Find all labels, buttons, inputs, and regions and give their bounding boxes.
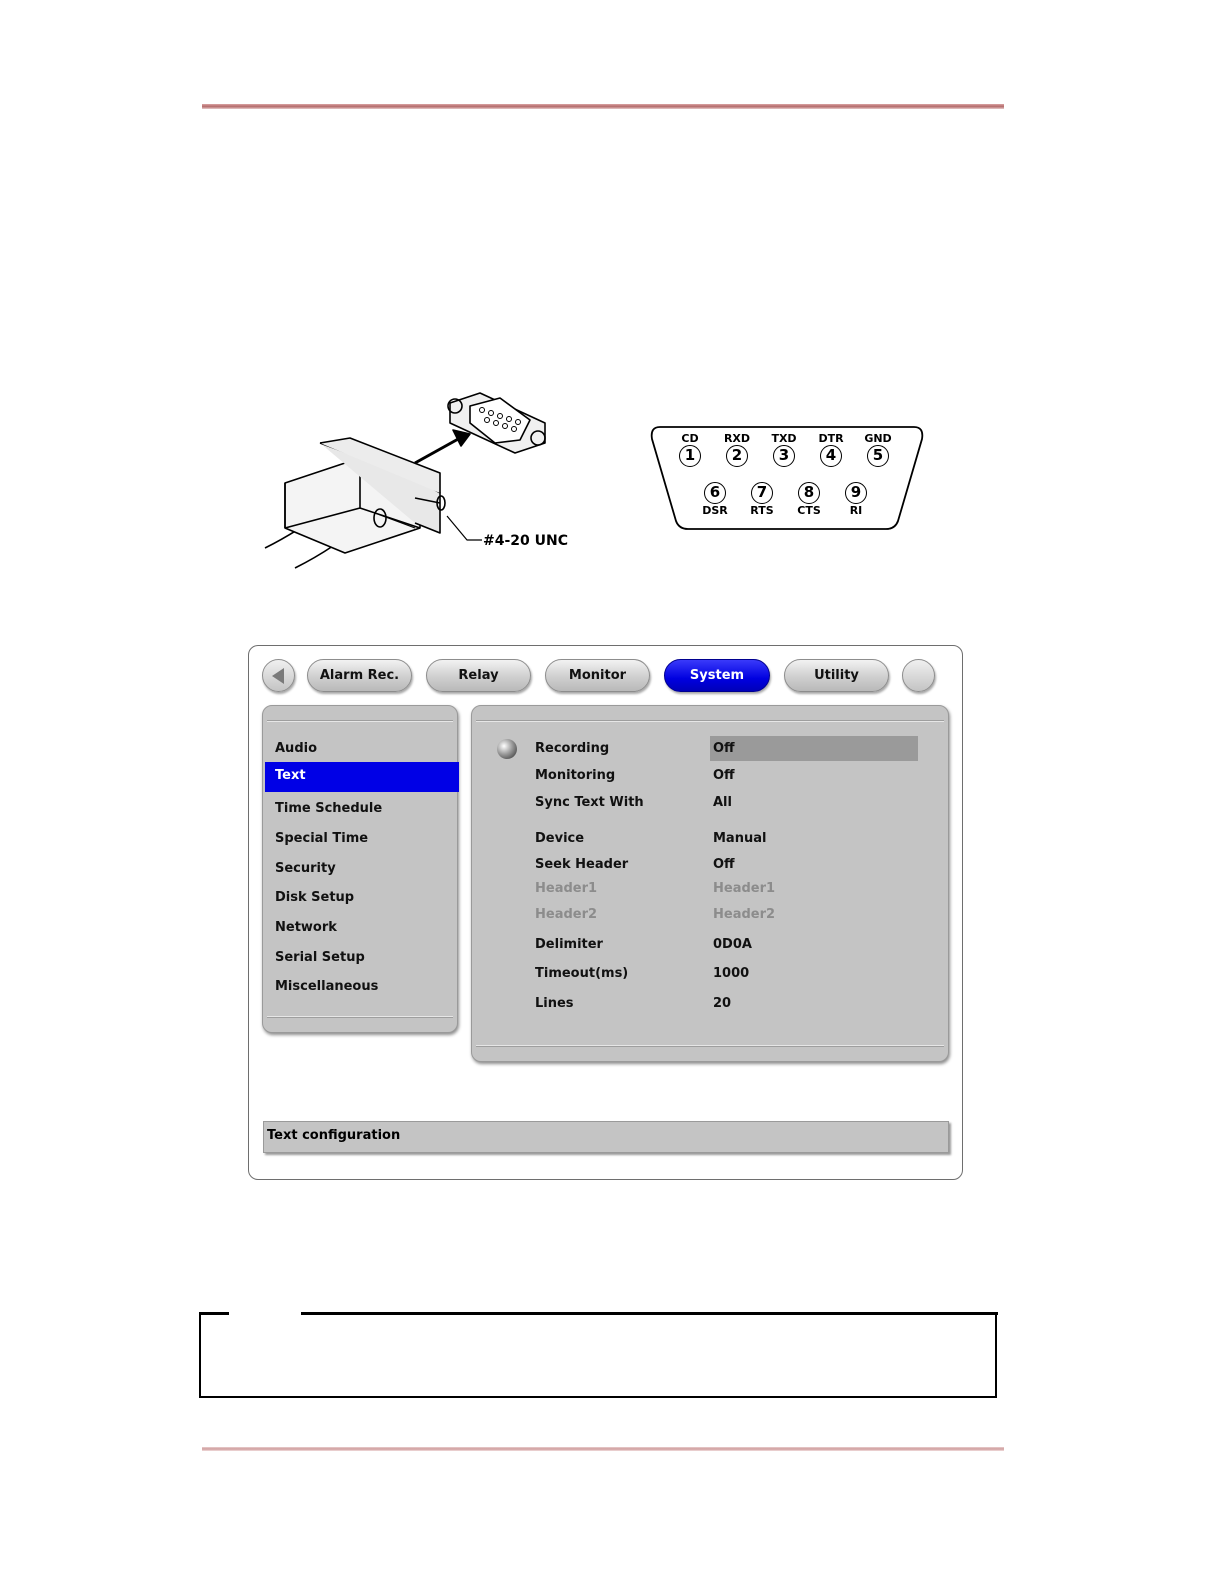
setting-value-sync-text-with[interactable]: All [713, 795, 732, 810]
setting-value-device[interactable]: Manual [713, 831, 767, 846]
panel-divider [267, 720, 453, 722]
setting-value-monitoring[interactable]: Off [713, 768, 735, 783]
menu-item-serial-setup[interactable]: Serial Setup [275, 950, 365, 965]
pin-number: 2 [726, 445, 748, 467]
footer-rule [202, 1447, 1004, 1451]
menu-item-audio[interactable]: Audio [275, 741, 318, 756]
tab-scroll-left-button[interactable] [262, 659, 295, 692]
pin-6 [698, 482, 732, 517]
setting-value-header2: Header2 [713, 907, 776, 922]
setting-value-recording[interactable]: Off [713, 741, 735, 756]
pin-number: 6 [704, 482, 726, 504]
tab-scroll-right-button[interactable] [902, 659, 935, 692]
pin-3 [767, 432, 801, 467]
status-bar [263, 1121, 949, 1153]
pin-8 [792, 482, 826, 517]
pin-number: 1 [679, 445, 701, 467]
setting-value-lines[interactable]: 20 [713, 996, 732, 1011]
pin-number: 9 [845, 482, 867, 504]
menu-item-time-schedule[interactable]: Time Schedule [275, 801, 383, 816]
setting-label-header1: Header1 [535, 881, 598, 896]
setting-label-seek-header: Seek Header [535, 857, 629, 872]
menu-item-network[interactable]: Network [275, 920, 337, 935]
pin-signal: RXD [723, 432, 751, 445]
setting-label-header2: Header2 [535, 907, 598, 922]
left-arrow-icon [272, 668, 284, 684]
pin-signal: DTR [818, 432, 844, 445]
pin-4 [814, 432, 848, 467]
pin-7 [745, 482, 779, 517]
pin-number: 3 [773, 445, 795, 467]
text-settings-panel [471, 705, 949, 1062]
pin-9 [839, 482, 873, 517]
pin-number: 8 [798, 482, 820, 504]
pin-2 [720, 432, 754, 467]
setting-value-seek-header[interactable]: Off [713, 857, 735, 872]
tab-relay[interactable]: Relay [426, 659, 531, 692]
focused-value-highlight [710, 736, 918, 761]
setting-label-monitoring: Monitoring [535, 768, 616, 783]
screw-thread-label: #4-20 UNC [483, 533, 568, 549]
panel-divider [267, 1016, 453, 1018]
pin-number: 4 [820, 445, 842, 467]
setting-value-header1: Header1 [713, 881, 776, 896]
menu-item-text[interactable]: Text [275, 768, 306, 783]
db9-connector-illustration [255, 368, 575, 588]
menu-item-special-time[interactable]: Special Time [275, 831, 369, 846]
setting-value-delimiter[interactable]: 0D0A [713, 937, 752, 952]
menu-item-security[interactable]: Security [275, 861, 336, 876]
note-box-border [199, 1312, 229, 1315]
pin-1 [673, 432, 707, 467]
note-box-border [301, 1312, 998, 1315]
pin-signal: RI [849, 504, 863, 517]
settings-menu-panel [262, 705, 458, 1033]
tab-monitor[interactable]: Monitor [545, 659, 650, 692]
setting-label-recording: Recording [535, 741, 610, 756]
pin-signal: CTS [797, 504, 821, 517]
tab-utility[interactable]: Utility [784, 659, 889, 692]
header-rule [202, 104, 1004, 109]
setting-label-timeout: Timeout(ms) [535, 966, 629, 981]
tab-system[interactable]: System [664, 659, 770, 692]
setting-label-lines: Lines [535, 996, 574, 1011]
setting-label-delimiter: Delimiter [535, 937, 603, 952]
panel-divider [476, 1045, 944, 1047]
note-box [199, 1312, 997, 1398]
pin-signal: DSR [702, 504, 728, 517]
pin-number: 5 [867, 445, 889, 467]
setting-value-timeout[interactable]: 1000 [713, 966, 750, 981]
tab-bar [262, 658, 942, 694]
menu-item-miscellaneous[interactable]: Miscellaneous [275, 979, 379, 994]
tab-alarm-rec[interactable]: Alarm Rec. [307, 659, 412, 692]
panel-divider [476, 720, 944, 722]
pin-5 [861, 432, 895, 467]
db9-pinout-diagram [648, 423, 926, 533]
menu-item-disk-setup[interactable]: Disk Setup [275, 890, 355, 905]
pin-number: 7 [751, 482, 773, 504]
status-text: Text configuration [267, 1128, 401, 1143]
pin-signal: RTS [750, 504, 774, 517]
pin-signal: GND [864, 432, 892, 445]
setting-label-device: Device [535, 831, 585, 846]
setting-label-sync-text-with: Sync Text With [535, 795, 644, 810]
pin-signal: CD [681, 432, 699, 445]
pin-signal: TXD [771, 432, 797, 445]
focus-indicator-icon [497, 739, 517, 759]
